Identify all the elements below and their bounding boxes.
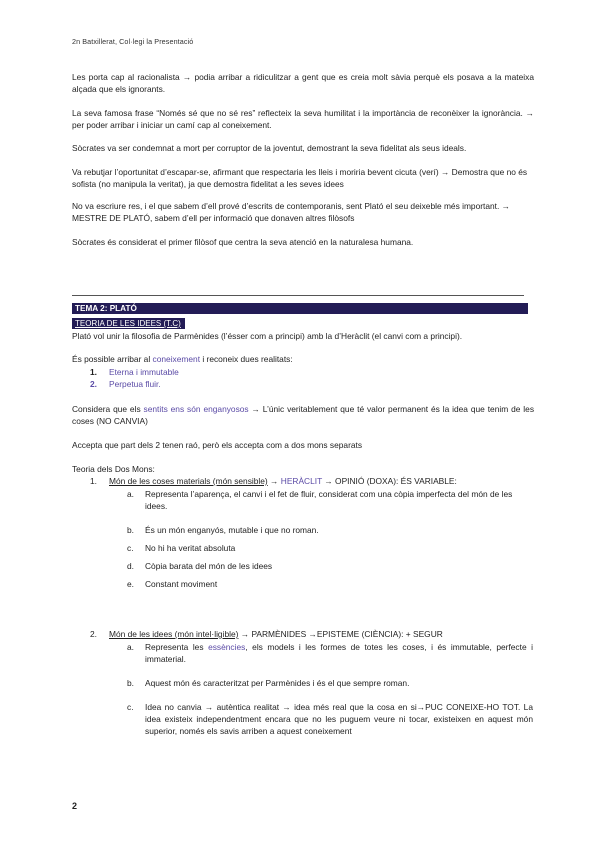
world2-title: Món de les idees (món intel·ligible) [109,629,239,639]
considera-paragraph [72,403,534,428]
world2-item-b: Aquest món és caracteritzat per Parmènides i és el que sempre roman. [145,678,410,688]
intro-paragraph: Plató vol unir la filosofia de Parmènides (l’ésser com a principi) amb la d’Heràclit (el canvi com a principi). [72,331,463,341]
world2-a-pre: Representa les [145,642,209,652]
paragraph-racionalista: Les porta cap al racionalista → podia arribar a ridiculitzar a gent que es creia molt sàvia perquè els posava a la mateixa alçada que els ignorants. [72,72,534,95]
world1-title: Món de les coses materials (món sensible) [109,476,268,486]
item-letter: c. [127,702,134,712]
possible-pre: És possible arribar al [72,354,153,364]
world1-heading [109,475,534,487]
world1-item: Constant moviment [145,579,218,589]
reality-item: Perpetua fluir. [109,379,161,389]
world1-item: No hi ha veritat absoluta [145,543,236,553]
section-divider [72,295,524,296]
world1-item: És un món enganyós, mutable i que no roman. [145,525,319,535]
reality-number: 1. [90,367,97,377]
world2-heading [109,628,534,640]
considera-pre: Considera que els [72,404,144,414]
item-letter: d. [127,561,134,571]
world2-item-c: Idea no canvia → autèntica realitat → idea més real que la cosa en si→PUC CONEIXE-HO TOT. La idea existeix independentment encara que no les puguem veure ni tocar, existeixen en aquest món superior, només els savis arriben a aquest coneixement [145,702,533,736]
world1-item: Còpia barata del món de les idees [145,561,273,571]
keyword-coneixement: coneixement [152,354,201,364]
reality-item: Eterna i immutable [109,367,179,377]
section-heading: TEMA 2: PLATÓ [72,303,528,314]
subsection-heading: TEORIA DE LES IDEES (T.C) [72,318,185,329]
item-letter: a. [127,642,134,652]
item-letter: a. [127,489,134,499]
keyword-sentits: sentits ens són enganyosos [143,404,249,414]
item-letter: b. [127,678,134,688]
considera-post: → L’únic veritablement que té valor permanent és la idea que tenim de les coses (NO CANVIA) [72,404,535,427]
item-letter: e. [127,579,134,589]
paragraph-no-va-escriure: No va escriure res, i el que sabem d’ell prové d’escrits de contemporanis, sent Plató el seu deixeble més important. → MESTRE DE PLATÓ, sabem d’ell per informació que donaven altres filòsofs [72,201,511,224]
possible-paragraph [72,353,534,365]
keyword-essencies: essències [208,642,246,652]
world1-rest: → OPINIÓ (DOXA): ÉS VARIABLE: [322,476,457,486]
reality-number: 2. [90,379,97,389]
world2-rest: → PARMÈNIDES →EPISTEME (CIÈNCIA): + SEGUR [238,629,443,639]
world2-item-a [145,641,533,665]
paragraph-rebutjar: Va rebutjar l’oportunitat d’escapar-se, afirmant que respectaria les lleis i moriria bevent cicuta (verí) → Demostra que no és sofista (no manipula la veritat), ja que demostra fidelitat a les seves idees [72,167,528,190]
accepta-paragraph: Accepta que part dels 2 tenen raó, però els accepta com a dos mons separats [72,440,363,450]
world1-item: Representa l’aparença, el canvi i el fet de fluir, considerat com una còpia imperfecta del món de les idees. [145,489,513,511]
dos-mons-heading: Teoria dels Dos Mons: [72,464,155,474]
possible-post: i reconeix dues realitats: [200,354,293,364]
world-number: 1. [90,476,97,486]
world-number: 2. [90,629,97,639]
keyword-heraclit: HERÀCLIT [280,476,323,486]
item-letter: c. [127,543,134,553]
world2-a-post: , els models i les formes de totes les coses, i és immutable, perfecte i immaterial. [145,642,533,664]
world1-arrow: → [267,476,281,486]
paragraph-primer-filosof: Sòcrates és considerat el primer filòsof que centra la seva atenció en la naturalesa humana. [72,237,414,247]
page-number: 2 [72,801,78,811]
item-letter: b. [127,525,134,535]
page-header: 2n Batxillerat, Col·legi la Presentació [72,37,194,46]
paragraph-condemnat: Sòcrates va ser condemnat a mort per corruptor de la joventut, demostrant la seva fidelitat als seus ideals. [72,143,467,153]
paragraph-famosa-frase: La seva famosa frase “Només sé que no sé res” reflecteix la seva humilitat i la importància de reconèixer la ignorància. → per poder arribar i iniciar un camí cap al coneixement. [72,108,534,131]
